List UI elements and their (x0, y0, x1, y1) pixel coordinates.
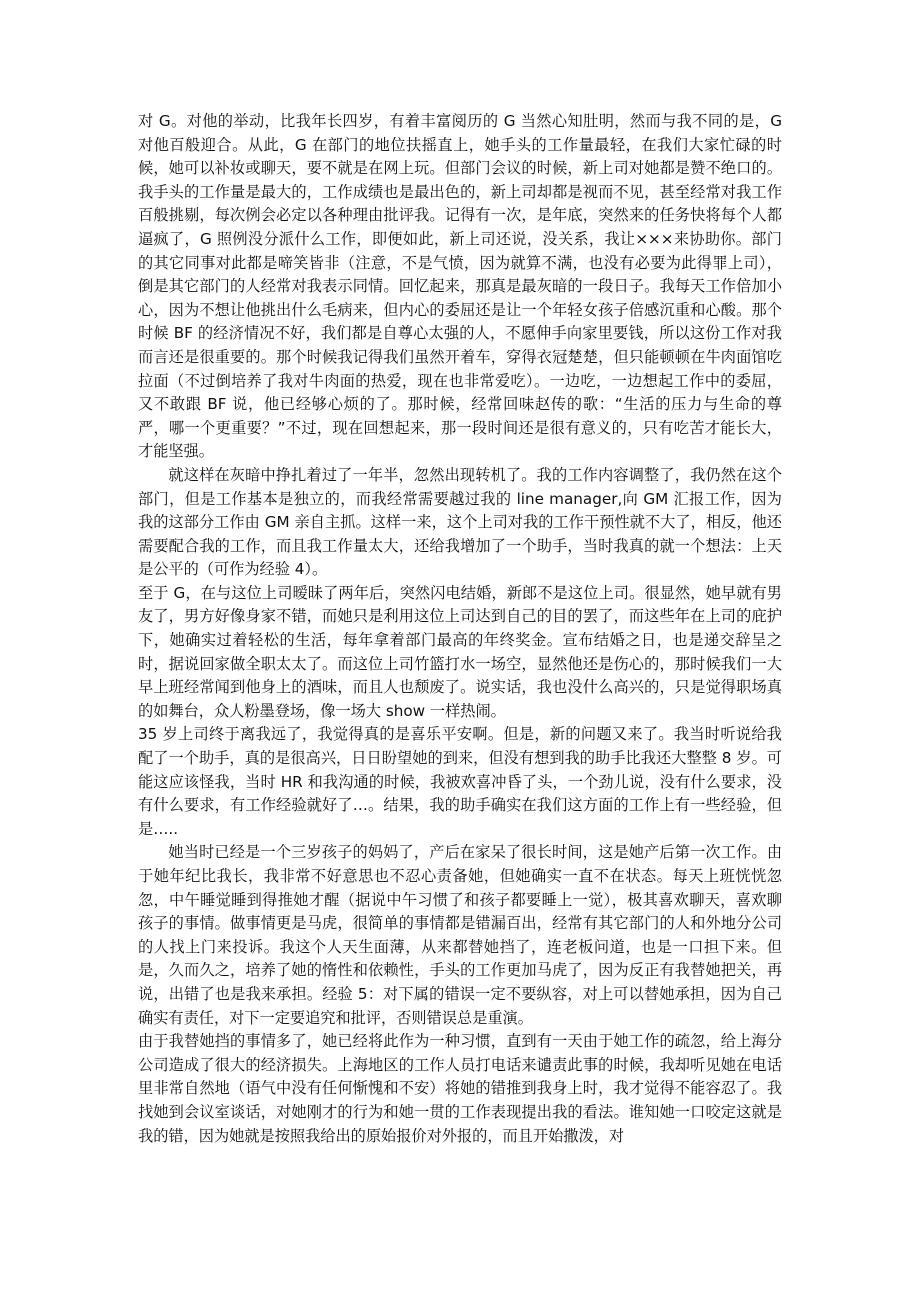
paragraph-5: 她当时已经是一个三岁孩子的妈妈了，产后在家呆了很长时间，这是她产后第一次工作。由于她年纪比我长，我非常不好意思也不忍心责备她，但她确实一直不在状态。每天上班恍恍忽忽，中午睡觉睡到得推她才醒（据说中午习惯了和孩子都要睡上一觉），极其喜欢聊天，喜欢聊孩子的事情。做事情更是马虎，很简单的事情都是错漏百出，经常有其它部门的人和外地分公司的人找上门来投诉。我这个人天生面薄，从来都替她挡了，连老板问道，也是一口担下来。但是，久而久之，培养了她的惰性和依赖性，手头的工作更加马虎了，因为反正有我替她把关，再说，出错了也是我来承担。经验 5：对下属的错误一定不要纵容，对上可以替她承担，因为自己确实有责任，对下一定要追究和批评，否则错误总是重演。 (138, 843, 782, 1027)
paragraph-4: 35 岁上司终于离我远了，我觉得真的是喜乐平安啊。但是，新的问题又来了。我当时听说给我配了一个助手，真的是很高兴，日日盼望她的到来，但没有想到我的助手比我还大整整 8 岁。可能这应该怪我，当时 HR 和我沟通的时候，我被欢喜冲昏了头，一个劲儿说，没有什么要求，没有什么要求，有工作经验就好了…。结果，我的助手确实在我们这方面的工作上有一些经验，但是….. (138, 725, 782, 838)
paragraph-2: 就这样在灰暗中挣扎着过了一年半，忽然出现转机了。我的工作内容调整了，我仍然在这个部门，但是工作基本是独立的，而我经常需要越过我的 line manager,向 GM 汇报工作，因为我的这部分工作由 GM 亲自主抓。这样一来，这个上司对我的工作干预性就不大了，相反，他还需要配合我的工作，而且我工作量太大，还给我增加了一个助手，当时我真的就一个想法：上天是公平的（可作为经验 4）。 (138, 465, 782, 579)
paragraph-1: 对 G。对他的举动，比我年长四岁，有着丰富阅历的 G 当然心知肚明，然而与我不同的是，G 对他百般迎合。从此，G 在部门的地位扶摇直上，她手头的工作量最轻，在我们大家忙碌的时候，她可以补妆或聊天，要不就是在网上玩。但部门会议的时候，新上司对她都是赞不绝口的。我手头的工作量是最大的，工作成绩也是最出色的，新上司却都是视而不见，甚至经常对我工作百般挑剔，每次例会必定以各种理由批评我。记得有一次，是年底，突然来的任务快将每个人都逼疯了，G 照例没分派什么工作，即便如此，新上司还说，没关系，我让×××来协助你。部门的其它同事对此都是啼笑皆非（注意，不是气愤，因为就算不满，也没有必要为此得罪上司），倒是其它部门的人经常对我表示同情。回忆起来，那真是最灰暗的一段日子。我每天工作倍加小心，因为不想让他挑出什么毛病来，但内心的委屈还是让一个年轻女孩子倍感沉重和心酸。那个时候 BF 的经济情况不好，我们都是自尊心太强的人，不愿伸手向家里要钱，所以这份工作对我而言还是很重要的。那个时候我记得我们虽然开着车，穿得衣冠楚楚，但只能顿顿在牛肉面馆吃拉面（不过倒培养了我对牛肉面的热爱，现在也非常爱吃）。一边吃，一边想起工作中的委屈，又不敢跟 BF 说，他已经够心烦的了。那时候，经常回味赵传的歌：“生活的压力与生命的尊严，哪一个更重要？”不过，现在回想起来，那一段时间还是很有意义的，只有吃苦才能长大，才能坚强。 (138, 112, 782, 461)
document-body (138, 110, 782, 1148)
paragraph-6: 由于我替她挡的事情多了，她已经将此作为一种习惯，直到有一天由于她工作的疏忽，给上海分公司造成了很大的经济损失。上海地区的工作人员打电话来谴责此事的时候，我却听见她在电话里非常自然地（语气中没有任何惭愧和不安）将她的错推到我身上时，我才觉得不能容忍了。我找她到会议室谈话，对她刚才的行为和她一贯的工作表现提出我的看法。谁知她一口咬定这就是我的错，因为她就是按照我给出的原始报价对外报的，而且开始撒泼，对 (138, 1032, 782, 1145)
paragraph-3: 至于 G，在与这位上司暧昧了两年后，突然闪电结婚，新郎不是这位上司。很显然，她早就有男友了，男方好像身家不错，而她只是利用这位上司达到自己的目的罢了，而这些年在上司的庇护下，她确实过着轻松的生活，每年拿着部门最高的年终奖金。宣布结婚之日，也是递交辞呈之时，据说回家做全职太太了。而这位上司竹篮打水一场空，显然他还是伤心的，那时候我们一大早上班经常闻到他身上的酒味，而且人也颓废了。说实话，我也没什么高兴的，只是觉得职场真的如舞台，众人粉墨登场，像一场大 show 一样热闹。 (138, 583, 782, 720)
